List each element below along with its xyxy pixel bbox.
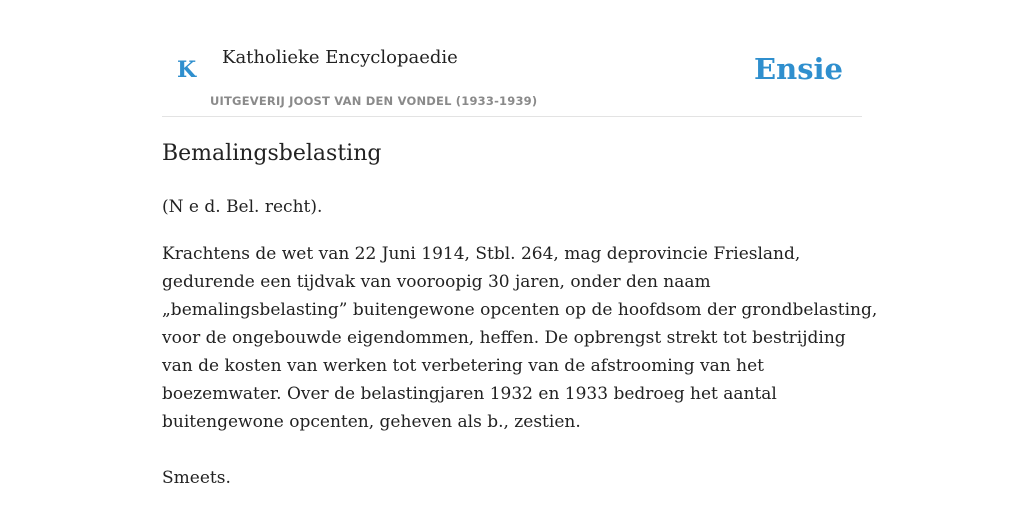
body-line: buitengewone opcenten, geheven als b., zestien. [162, 412, 581, 432]
site-logo[interactable]: K [177, 57, 197, 83]
site-title-link[interactable]: Katholieke Encyclopaedie [222, 47, 458, 68]
body-line: boezemwater. Over de belastingjaren 1932 en 1933 bedroeg het aantal [162, 384, 777, 404]
body-line: Krachtens de wet van 22 Juni 1914, Stbl. 264, mag deprovincie Friesland, [162, 244, 801, 264]
body-line: voor de ongebouwde eigendommen, heffen. De opbrengst strekt tot bestrijding [162, 328, 846, 348]
article-subject: (N e d. Bel. recht). [162, 197, 323, 217]
article-author: Smeets. [162, 468, 231, 488]
site-header [162, 0, 862, 117]
body-line: „bemalingsbelasting” buitengewone opcenten op de hoofdsom der grondbelasting, [162, 300, 878, 320]
body-line: gedurende een tijdvak van vooroopig 30 jaren, onder den naam [162, 272, 711, 292]
ensie-brand-link[interactable]: Ensie [754, 52, 843, 86]
article [162, 138, 878, 492]
publisher-subtitle: UITGEVERIJ JOOST VAN DEN VONDEL (1933-1939) [210, 94, 538, 108]
article-body [162, 240, 878, 436]
body-line: van de kosten van werken tot verbetering van de afstrooming van het [162, 356, 764, 376]
article-title: Bemalingsbelasting [162, 141, 382, 166]
